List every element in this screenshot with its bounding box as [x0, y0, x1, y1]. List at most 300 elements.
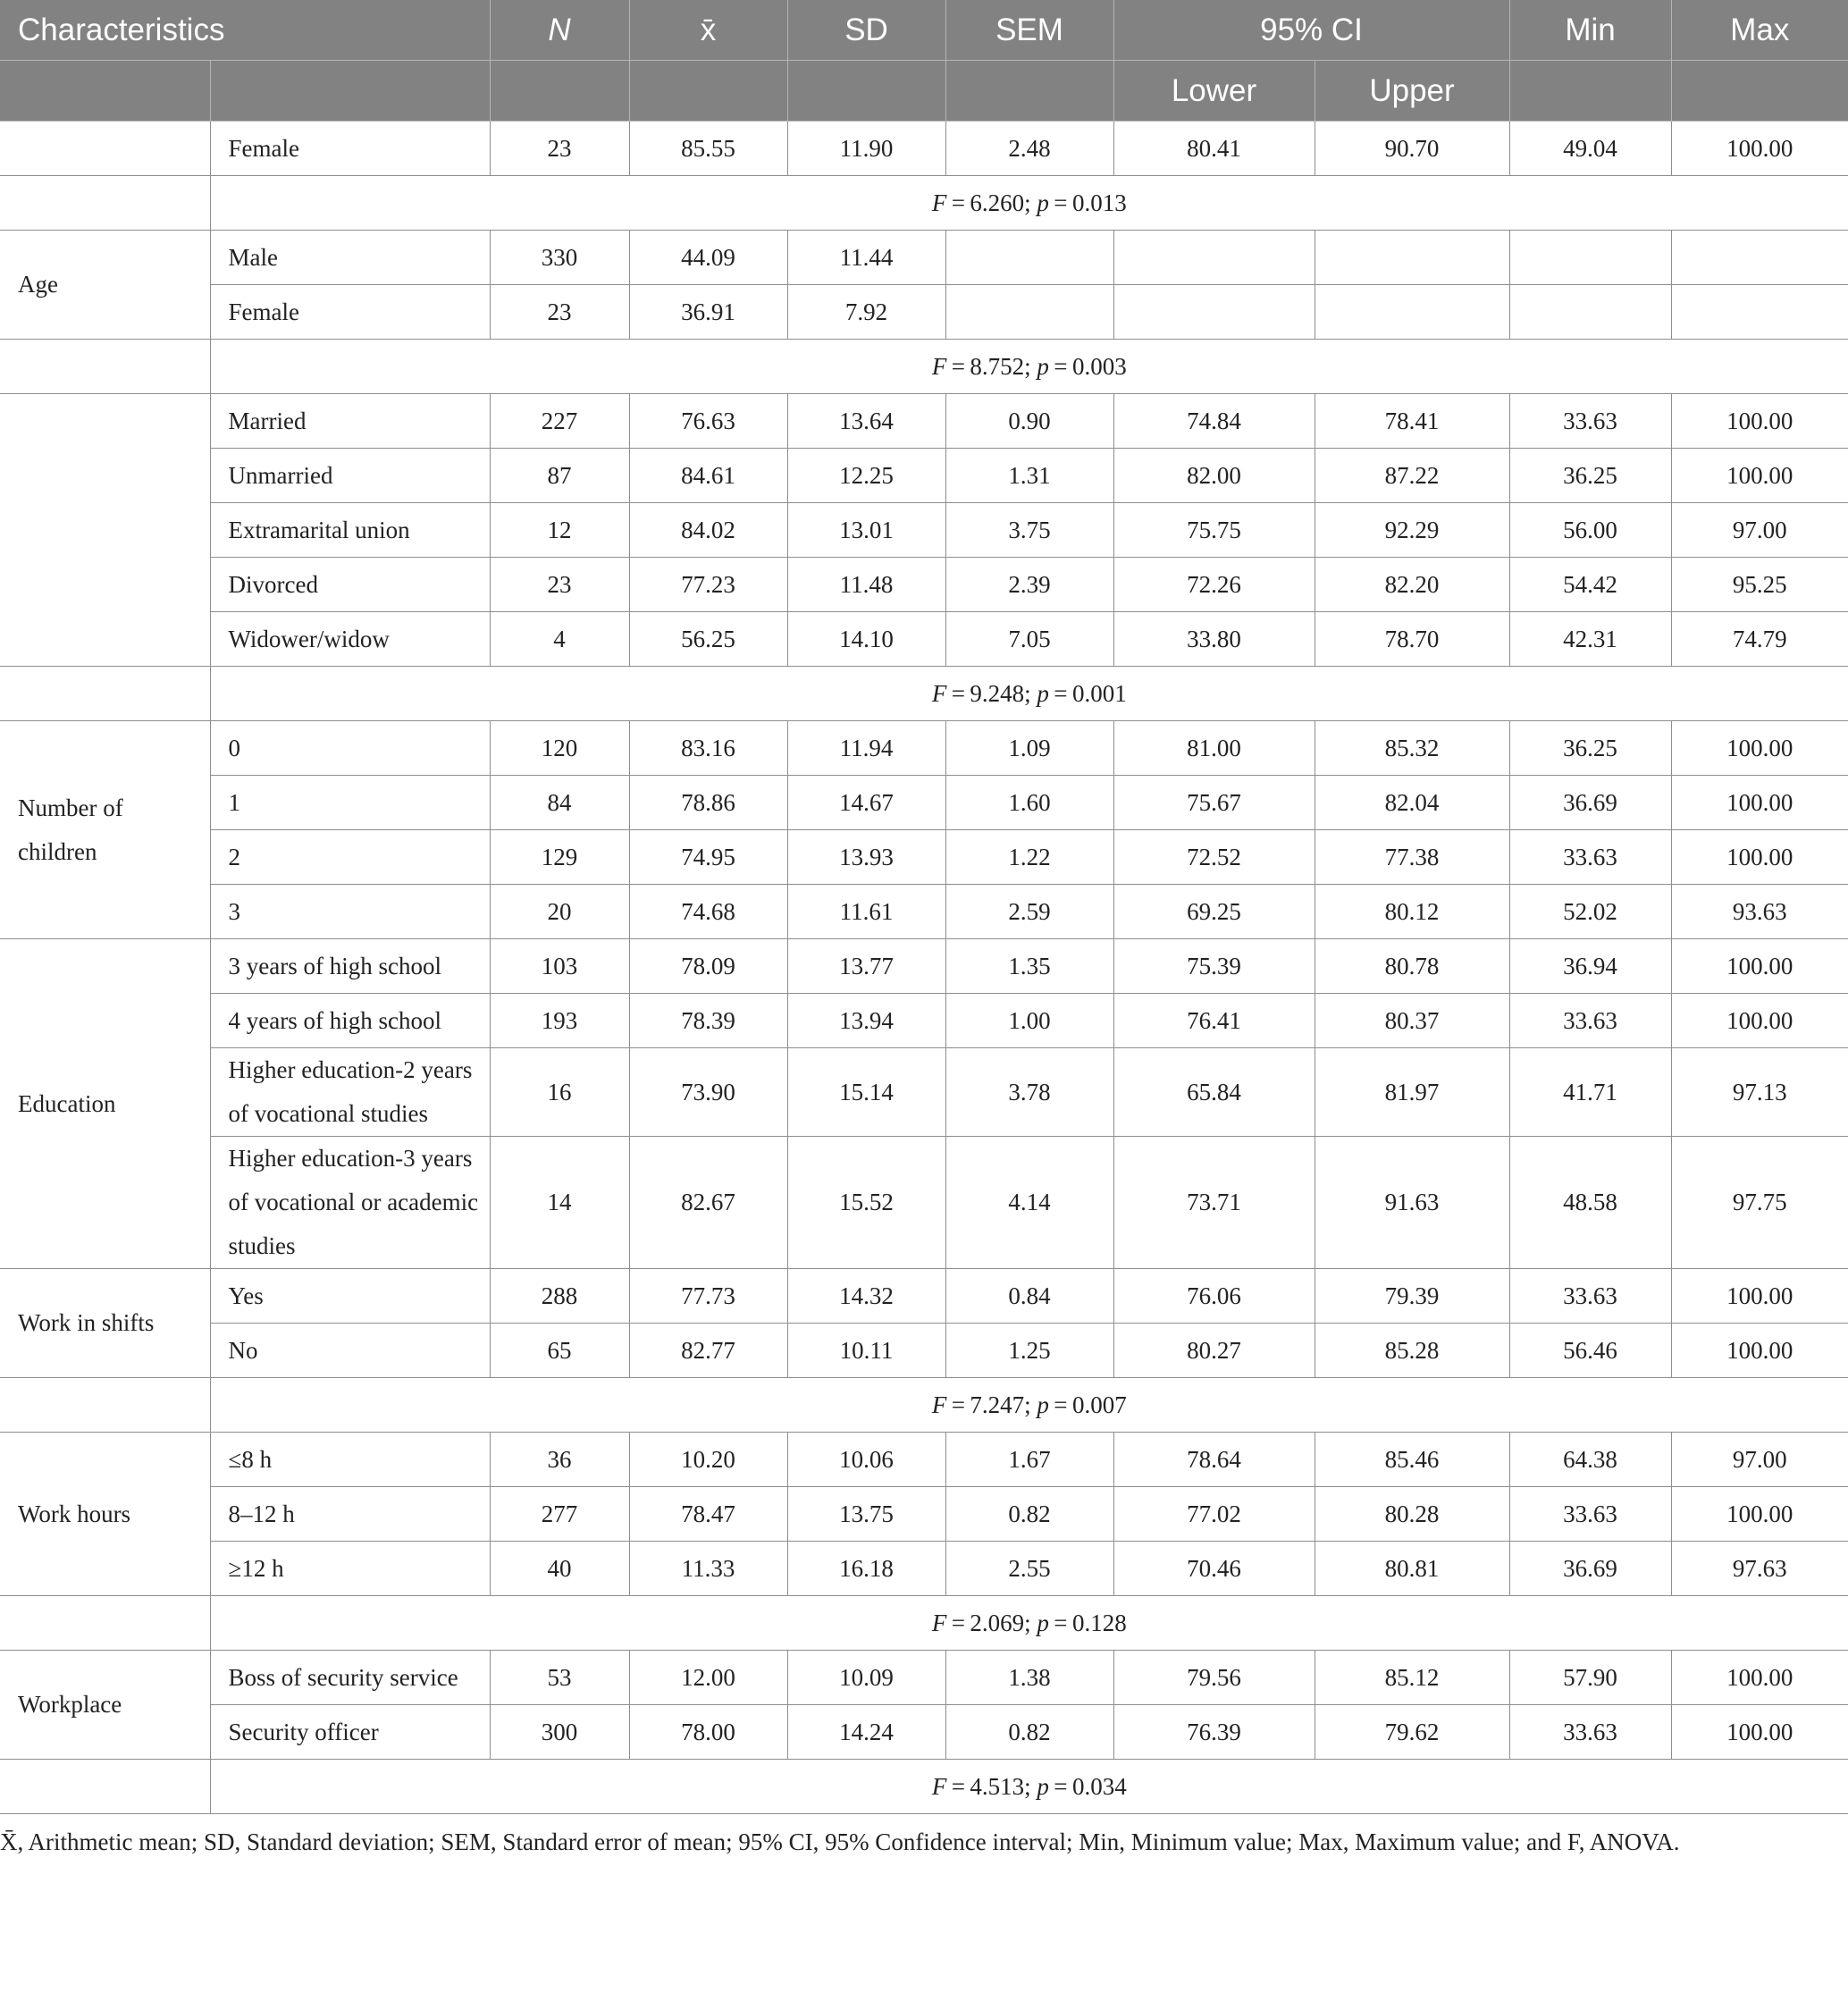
min-cell: 56.00 — [1509, 503, 1671, 558]
row-label-cell: Divorced — [210, 558, 490, 612]
table-row — [0, 1705, 1848, 1760]
sem-cell: 7.05 — [945, 612, 1113, 667]
row-label-cell: Female — [210, 122, 490, 176]
ci-upper-cell: 80.12 — [1315, 885, 1509, 939]
p-symbol: p — [1037, 1772, 1049, 1800]
table-row — [0, 231, 1848, 285]
category-cell: Education — [0, 939, 210, 1269]
row-label-cell: Boss of security service — [210, 1651, 490, 1705]
min-cell: 33.63 — [1509, 1705, 1671, 1760]
mean-cell: 78.39 — [629, 994, 787, 1048]
anova-row — [0, 176, 1848, 231]
max-cell: 97.63 — [1671, 1542, 1848, 1596]
min-cell: 64.38 — [1509, 1433, 1671, 1487]
ci-upper-cell — [1315, 231, 1509, 285]
sd-cell: 13.93 — [787, 830, 945, 885]
n-cell: 14 — [490, 1137, 629, 1269]
row-label-cell: 8–12 h — [210, 1487, 490, 1542]
n-cell: 23 — [490, 122, 629, 176]
p-symbol: p — [1037, 1391, 1049, 1418]
anova-row — [0, 667, 1848, 721]
mean-cell: 84.61 — [629, 449, 787, 503]
row-label-cell: Higher education-3 years of vocational or academic studies — [210, 1137, 490, 1269]
table-row — [0, 885, 1848, 939]
header-sem: SEM — [945, 0, 1113, 61]
max-cell: 74.79 — [1671, 612, 1848, 667]
anova-result-cell: F = 8.752; p = 0.003 — [210, 340, 1848, 394]
row-label-cell: 2 — [210, 830, 490, 885]
ci-lower-cell: 75.67 — [1113, 776, 1315, 830]
sem-cell: 1.60 — [945, 776, 1113, 830]
p-symbol: p — [1037, 189, 1049, 216]
table-footnote: X̄, Arithmetic mean; SD, Standard deviation; SEM, Standard error of mean; 95% CI, 95% Confidence interval; Min, Minimum value; Max, Maximum value; and F, ANOVA. — [0, 1828, 1680, 1855]
min-cell: 36.25 — [1509, 449, 1671, 503]
ci-lower-cell: 75.75 — [1113, 503, 1315, 558]
sd-cell: 7.92 — [787, 285, 945, 340]
table-row — [0, 776, 1848, 830]
mean-cell: 83.16 — [629, 721, 787, 776]
table-body — [0, 122, 1848, 1814]
ci-upper-cell: 82.04 — [1315, 776, 1509, 830]
min-cell: 48.58 — [1509, 1137, 1671, 1269]
n-cell: 20 — [490, 885, 629, 939]
sem-cell — [945, 231, 1113, 285]
min-cell: 42.31 — [1509, 612, 1671, 667]
anova-row — [0, 1378, 1848, 1433]
table-row — [0, 994, 1848, 1048]
table-row — [0, 394, 1848, 449]
max-cell: 100.00 — [1671, 939, 1848, 994]
blank-cell — [0, 176, 210, 231]
sem-cell: 1.00 — [945, 994, 1113, 1048]
blank-cell — [0, 1760, 210, 1814]
header-max: Max — [1671, 0, 1848, 61]
row-label-cell: Extramarital union — [210, 503, 490, 558]
sem-cell: 3.78 — [945, 1048, 1113, 1137]
header-ci: 95% CI — [1113, 0, 1509, 61]
n-cell: 23 — [490, 558, 629, 612]
ci-lower-cell: 33.80 — [1113, 612, 1315, 667]
header-sd: SD — [787, 0, 945, 61]
p-value: 0.001 — [1071, 679, 1127, 707]
min-cell: 33.63 — [1509, 830, 1671, 885]
p-value: 0.013 — [1071, 189, 1127, 216]
max-cell: 93.63 — [1671, 885, 1848, 939]
ci-upper-cell — [1315, 285, 1509, 340]
sem-cell: 1.22 — [945, 830, 1113, 885]
ci-lower-cell: 80.41 — [1113, 122, 1315, 176]
ci-lower-cell: 76.41 — [1113, 994, 1315, 1048]
table-header — [0, 0, 1848, 122]
ci-upper-cell: 78.41 — [1315, 394, 1509, 449]
ci-lower-cell: 75.39 — [1113, 939, 1315, 994]
header-min: Min — [1509, 0, 1671, 61]
p-value: 0.128 — [1071, 1609, 1127, 1636]
header-row-secondary — [0, 61, 1848, 122]
blank-cell — [0, 340, 210, 394]
sd-cell: 13.94 — [787, 994, 945, 1048]
ci-upper-cell: 79.62 — [1315, 1705, 1509, 1760]
min-cell: 36.94 — [1509, 939, 1671, 994]
row-label-cell: Male — [210, 231, 490, 285]
row-label-cell: Female — [210, 285, 490, 340]
min-cell: 49.04 — [1509, 122, 1671, 176]
row-label-cell: No — [210, 1324, 490, 1378]
ci-lower-cell — [1113, 231, 1315, 285]
sd-cell: 14.32 — [787, 1269, 945, 1324]
p-value: 0.007 — [1071, 1391, 1127, 1418]
f-symbol: F — [931, 352, 947, 380]
header-n: N — [490, 0, 629, 61]
f-symbol: F — [931, 189, 947, 216]
table-row — [0, 1137, 1848, 1269]
mean-cell: 78.47 — [629, 1487, 787, 1542]
mean-cell: 84.02 — [629, 503, 787, 558]
n-cell: 12 — [490, 503, 629, 558]
header-blank — [629, 61, 787, 122]
f-value: 2.069 — [970, 1609, 1025, 1636]
f-symbol: F — [931, 679, 947, 707]
min-cell: 33.63 — [1509, 1487, 1671, 1542]
max-cell: 100.00 — [1671, 122, 1848, 176]
ci-lower-cell: 74.84 — [1113, 394, 1315, 449]
ci-upper-cell: 91.63 — [1315, 1137, 1509, 1269]
mean-cell: 73.90 — [629, 1048, 787, 1137]
sd-cell: 11.48 — [787, 558, 945, 612]
sem-cell: 1.31 — [945, 449, 1113, 503]
header-blank — [1671, 61, 1848, 122]
blank-cell — [0, 1378, 210, 1433]
anova-result-cell: F = 7.247; p = 0.007 — [210, 1378, 1848, 1433]
mean-cell: 74.68 — [629, 885, 787, 939]
max-cell: 100.00 — [1671, 394, 1848, 449]
ci-upper-cell: 81.97 — [1315, 1048, 1509, 1137]
mean-cell: 76.63 — [629, 394, 787, 449]
min-cell: 41.71 — [1509, 1048, 1671, 1137]
category-cell: Workplace — [0, 1651, 210, 1760]
category-cell — [0, 122, 210, 176]
anova-result-cell: F = 6.260; p = 0.013 — [210, 176, 1848, 231]
sem-cell: 2.48 — [945, 122, 1113, 176]
n-cell: 65 — [490, 1324, 629, 1378]
row-label-cell: 3 years of high school — [210, 939, 490, 994]
anova-result-cell: F = 4.513; p = 0.034 — [210, 1760, 1848, 1814]
table-row — [0, 1324, 1848, 1378]
sem-cell: 0.90 — [945, 394, 1113, 449]
header-blank — [0, 61, 210, 122]
category-cell: Work hours — [0, 1433, 210, 1596]
n-cell: 53 — [490, 1651, 629, 1705]
sem-cell: 1.09 — [945, 721, 1113, 776]
header-blank — [787, 61, 945, 122]
ci-upper-cell: 77.38 — [1315, 830, 1509, 885]
sd-cell: 10.09 — [787, 1651, 945, 1705]
mean-cell: 77.73 — [629, 1269, 787, 1324]
n-cell: 84 — [490, 776, 629, 830]
header-blank — [490, 61, 629, 122]
row-label-cell: 4 years of high school — [210, 994, 490, 1048]
n-cell: 36 — [490, 1433, 629, 1487]
sem-cell: 2.55 — [945, 1542, 1113, 1596]
ci-lower-cell: 77.02 — [1113, 1487, 1315, 1542]
sd-cell: 12.25 — [787, 449, 945, 503]
mean-cell: 12.00 — [629, 1651, 787, 1705]
mean-cell: 78.09 — [629, 939, 787, 994]
sd-cell: 15.52 — [787, 1137, 945, 1269]
sem-cell: 1.67 — [945, 1433, 1113, 1487]
anova-result-cell: F = 2.069; p = 0.128 — [210, 1596, 1848, 1651]
row-label-cell: Widower/widow — [210, 612, 490, 667]
n-cell: 120 — [490, 721, 629, 776]
ci-lower-cell: 70.46 — [1113, 1542, 1315, 1596]
row-label-cell: Unmarried — [210, 449, 490, 503]
ci-upper-cell: 85.12 — [1315, 1651, 1509, 1705]
ci-upper-cell: 80.37 — [1315, 994, 1509, 1048]
header-ci-lower: Lower — [1113, 61, 1315, 122]
p-symbol: p — [1037, 1609, 1049, 1636]
table-row — [0, 830, 1848, 885]
f-symbol: F — [931, 1772, 947, 1800]
max-cell: 100.00 — [1671, 1487, 1848, 1542]
table-row — [0, 612, 1848, 667]
row-label-cell: Yes — [210, 1269, 490, 1324]
row-label-cell: 3 — [210, 885, 490, 939]
n-cell: 300 — [490, 1705, 629, 1760]
category-cell — [0, 394, 210, 667]
ci-lower-cell: 72.26 — [1113, 558, 1315, 612]
table-row — [0, 1433, 1848, 1487]
max-cell: 100.00 — [1671, 830, 1848, 885]
f-value: 8.752 — [970, 352, 1025, 380]
ci-lower-cell: 65.84 — [1113, 1048, 1315, 1137]
mean-cell: 56.25 — [629, 612, 787, 667]
ci-lower-cell: 81.00 — [1113, 721, 1315, 776]
sem-cell: 1.35 — [945, 939, 1113, 994]
mean-cell: 74.95 — [629, 830, 787, 885]
n-cell: 330 — [490, 231, 629, 285]
table-row — [0, 449, 1848, 503]
n-cell: 129 — [490, 830, 629, 885]
row-label-cell: ≤8 h — [210, 1433, 490, 1487]
ci-upper-cell: 79.39 — [1315, 1269, 1509, 1324]
ci-upper-cell: 87.22 — [1315, 449, 1509, 503]
anova-result-cell: F = 9.248; p = 0.001 — [210, 667, 1848, 721]
sem-cell — [945, 285, 1113, 340]
mean-cell: 82.77 — [629, 1324, 787, 1378]
anova-row — [0, 340, 1848, 394]
n-cell: 227 — [490, 394, 629, 449]
ci-upper-cell: 85.28 — [1315, 1324, 1509, 1378]
f-symbol: F — [931, 1391, 947, 1418]
header-characteristics: Characteristics — [0, 0, 490, 61]
ci-lower-cell: 69.25 — [1113, 885, 1315, 939]
ci-lower-cell: 76.06 — [1113, 1269, 1315, 1324]
ci-upper-cell: 90.70 — [1315, 122, 1509, 176]
ci-lower-cell: 78.64 — [1113, 1433, 1315, 1487]
ci-upper-cell: 82.20 — [1315, 558, 1509, 612]
min-cell: 33.63 — [1509, 394, 1671, 449]
mean-cell: 77.23 — [629, 558, 787, 612]
blank-cell — [0, 1596, 210, 1651]
mean-cell: 82.67 — [629, 1137, 787, 1269]
table-row — [0, 1269, 1848, 1324]
max-cell: 97.13 — [1671, 1048, 1848, 1137]
header-blank — [1509, 61, 1671, 122]
n-cell: 288 — [490, 1269, 629, 1324]
max-cell: 100.00 — [1671, 721, 1848, 776]
ci-lower-cell: 80.27 — [1113, 1324, 1315, 1378]
n-cell: 16 — [490, 1048, 629, 1137]
mean-cell: 36.91 — [629, 285, 787, 340]
max-cell: 100.00 — [1671, 994, 1848, 1048]
min-cell: 33.63 — [1509, 1269, 1671, 1324]
f-value: 4.513 — [970, 1772, 1025, 1800]
category-cell: Age — [0, 231, 210, 340]
max-cell — [1671, 285, 1848, 340]
table-row — [0, 122, 1848, 176]
row-label-cell: Married — [210, 394, 490, 449]
ci-upper-cell: 85.46 — [1315, 1433, 1509, 1487]
ci-upper-cell: 80.78 — [1315, 939, 1509, 994]
max-cell: 97.75 — [1671, 1137, 1848, 1269]
min-cell: 57.90 — [1509, 1651, 1671, 1705]
min-cell: 33.63 — [1509, 994, 1671, 1048]
row-label-cell: Security officer — [210, 1705, 490, 1760]
min-cell: 56.46 — [1509, 1324, 1671, 1378]
sem-cell: 3.75 — [945, 503, 1113, 558]
max-cell: 100.00 — [1671, 1324, 1848, 1378]
table-row — [0, 721, 1848, 776]
table-row — [0, 1048, 1848, 1137]
max-cell: 100.00 — [1671, 1651, 1848, 1705]
ci-lower-cell: 82.00 — [1113, 449, 1315, 503]
n-cell: 23 — [490, 285, 629, 340]
max-cell — [1671, 231, 1848, 285]
ci-upper-cell: 78.70 — [1315, 612, 1509, 667]
sd-cell: 10.06 — [787, 1433, 945, 1487]
min-cell — [1509, 231, 1671, 285]
max-cell: 100.00 — [1671, 1705, 1848, 1760]
sd-cell: 11.44 — [787, 231, 945, 285]
mean-cell: 85.55 — [629, 122, 787, 176]
n-cell: 40 — [490, 1542, 629, 1596]
max-cell: 97.00 — [1671, 503, 1848, 558]
n-cell: 103 — [490, 939, 629, 994]
row-label-cell: 1 — [210, 776, 490, 830]
row-label-cell: ≥12 h — [210, 1542, 490, 1596]
sd-cell: 13.64 — [787, 394, 945, 449]
anova-row — [0, 1760, 1848, 1814]
min-cell: 52.02 — [1509, 885, 1671, 939]
n-cell: 193 — [490, 994, 629, 1048]
n-cell: 4 — [490, 612, 629, 667]
ci-lower-cell — [1113, 285, 1315, 340]
mean-cell: 44.09 — [629, 231, 787, 285]
header-ci-upper: Upper — [1315, 61, 1509, 122]
f-value: 7.247 — [970, 1391, 1025, 1418]
sd-cell: 11.94 — [787, 721, 945, 776]
sd-cell: 14.10 — [787, 612, 945, 667]
sd-cell: 16.18 — [787, 1542, 945, 1596]
f-value: 6.260 — [970, 189, 1025, 216]
ci-lower-cell: 73.71 — [1113, 1137, 1315, 1269]
sem-cell: 0.82 — [945, 1487, 1113, 1542]
ci-lower-cell: 79.56 — [1113, 1651, 1315, 1705]
mean-cell: 11.33 — [629, 1542, 787, 1596]
sem-cell: 2.39 — [945, 558, 1113, 612]
ci-upper-cell: 92.29 — [1315, 503, 1509, 558]
row-label-cell: Higher education-2 years of vocational studies — [210, 1048, 490, 1137]
p-symbol: p — [1037, 352, 1049, 380]
sd-cell: 11.90 — [787, 122, 945, 176]
row-label-cell: 0 — [210, 721, 490, 776]
mean-cell: 78.00 — [629, 1705, 787, 1760]
min-cell: 36.25 — [1509, 721, 1671, 776]
p-value: 0.034 — [1071, 1772, 1127, 1800]
sem-cell: 0.82 — [945, 1705, 1113, 1760]
mean-cell: 10.20 — [629, 1433, 787, 1487]
sd-cell: 13.01 — [787, 503, 945, 558]
f-value: 9.248 — [970, 679, 1025, 707]
max-cell: 100.00 — [1671, 1269, 1848, 1324]
blank-cell — [0, 667, 210, 721]
sem-cell: 1.38 — [945, 1651, 1113, 1705]
header-blank — [210, 61, 490, 122]
table-row — [0, 503, 1848, 558]
sd-cell: 13.75 — [787, 1487, 945, 1542]
sem-cell: 2.59 — [945, 885, 1113, 939]
header-row-primary — [0, 0, 1848, 61]
ci-lower-cell: 72.52 — [1113, 830, 1315, 885]
max-cell: 100.00 — [1671, 449, 1848, 503]
ci-lower-cell: 76.39 — [1113, 1705, 1315, 1760]
table-row — [0, 285, 1848, 340]
sd-cell: 14.67 — [787, 776, 945, 830]
sd-cell: 11.61 — [787, 885, 945, 939]
p-symbol: p — [1037, 679, 1049, 707]
sem-cell: 1.25 — [945, 1324, 1113, 1378]
table-row — [0, 1651, 1848, 1705]
mean-cell: 78.86 — [629, 776, 787, 830]
table-row — [0, 558, 1848, 612]
sd-cell: 15.14 — [787, 1048, 945, 1137]
min-cell: 36.69 — [1509, 1542, 1671, 1596]
sem-cell: 0.84 — [945, 1269, 1113, 1324]
sd-cell: 10.11 — [787, 1324, 945, 1378]
category-cell: Number of children — [0, 721, 210, 939]
table-row — [0, 1487, 1848, 1542]
max-cell: 100.00 — [1671, 776, 1848, 830]
ci-upper-cell: 80.81 — [1315, 1542, 1509, 1596]
header-mean: x̄ — [629, 0, 787, 61]
n-cell: 87 — [490, 449, 629, 503]
max-cell: 95.25 — [1671, 558, 1848, 612]
anova-row — [0, 1596, 1848, 1651]
table-row — [0, 1542, 1848, 1596]
n-cell: 277 — [490, 1487, 629, 1542]
category-cell: Work in shifts — [0, 1269, 210, 1378]
ci-upper-cell: 80.28 — [1315, 1487, 1509, 1542]
f-symbol: F — [931, 1609, 947, 1636]
table-row — [0, 939, 1848, 994]
header-blank — [945, 61, 1113, 122]
sd-cell: 14.24 — [787, 1705, 945, 1760]
p-value: 0.003 — [1071, 352, 1127, 380]
ci-upper-cell: 85.32 — [1315, 721, 1509, 776]
sd-cell: 13.77 — [787, 939, 945, 994]
min-cell: 36.69 — [1509, 776, 1671, 830]
min-cell — [1509, 285, 1671, 340]
